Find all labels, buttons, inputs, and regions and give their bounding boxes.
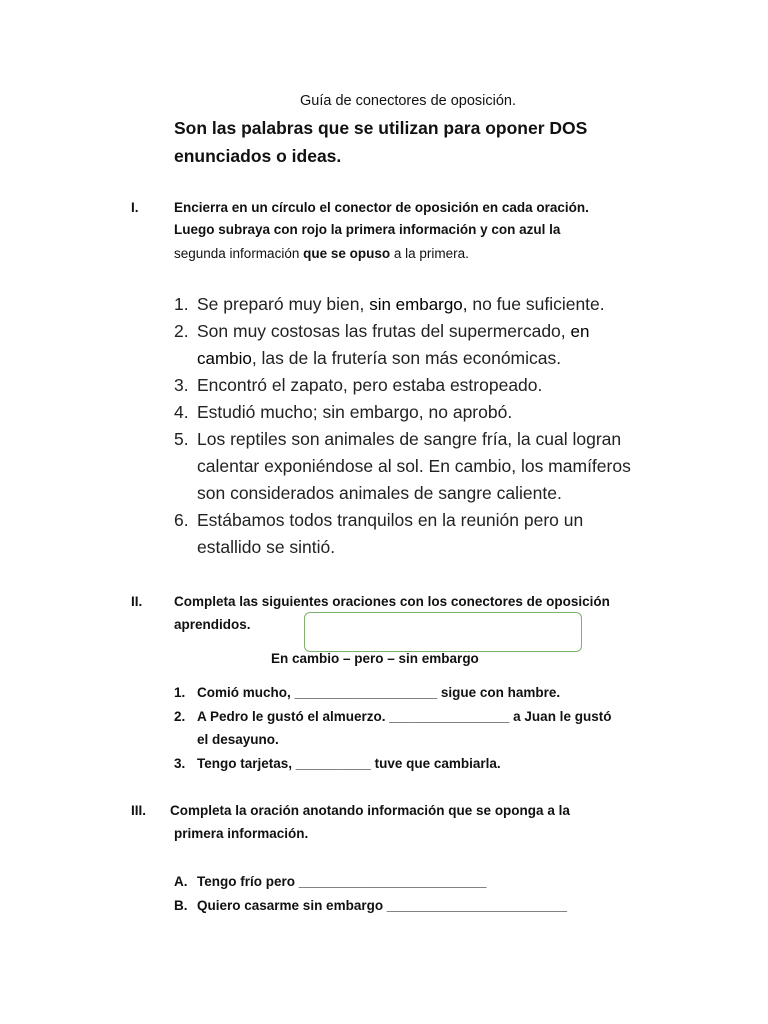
item-4-text: Estudió mucho; sin embargo, no aprobó. xyxy=(197,402,513,422)
item-2-text-line-1: Son muy costosas las frutas del supermercado, en xyxy=(197,321,590,341)
complete-item-a-text: Tengo frío pero _________________________ xyxy=(197,874,487,889)
item-3-number: 3. xyxy=(174,375,189,395)
item-6-text-line-2: estallido se sintió. xyxy=(197,537,336,557)
fill-item-2-number: 2. xyxy=(174,709,186,724)
connector-box xyxy=(304,612,582,652)
item-6-text-line-1: Estábamos todos tranquilos en la reunión pero un xyxy=(197,510,584,530)
fill-item-3-text: Tengo tarjetas, __________ tuve que cambiarla. xyxy=(197,756,501,771)
complete-item-b-text: Quiero casarme sin embargo ________________________ xyxy=(197,898,568,913)
complete-item-b-letter: B. xyxy=(174,898,188,913)
subtitle-line-1: Son las palabras que se utilizan para oponer DOS xyxy=(174,118,588,138)
item-2-text-line-2: cambio, las de la frutería son más económicas. xyxy=(197,348,562,368)
section-2-numeral: II. xyxy=(131,594,143,609)
item-6-number: 6. xyxy=(174,510,189,530)
fill-item-1-text: Comió mucho, ___________________ sigue con hambre. xyxy=(197,685,561,700)
section-1-instruction-line-1: Encierra en un círculo el conector de oposición en cada oración. xyxy=(174,200,589,215)
page-title: Guía de conectores de oposición. xyxy=(300,93,517,109)
section-1-instruction-line-3: segunda información que se opuso a la primera. xyxy=(174,246,469,261)
item-5-text-line-2: calentar exponiéndose al sol. En cambio, los mamíferos xyxy=(197,456,631,476)
fill-item-1-number: 1. xyxy=(174,685,186,700)
section-3-instruction-line-1: Completa la oración anotando información que se oponga a la xyxy=(170,803,570,818)
section-3-instruction-line-2: primera información. xyxy=(174,826,309,841)
complete-item-a-letter: A. xyxy=(174,874,188,889)
fill-item-3-number: 3. xyxy=(174,756,186,771)
section-3-numeral: III. xyxy=(131,803,147,818)
fill-item-2-text-line-2: el desayuno. xyxy=(197,732,279,747)
item-3-text: Encontró el zapato, pero estaba estropeado. xyxy=(197,375,543,395)
section-2-instruction-line-2: aprendidos. xyxy=(174,617,251,632)
item-4-number: 4. xyxy=(174,402,189,422)
fill-item-2-text-line-1: A Pedro le gustó el almuerzo. ________________ a Juan le gustó xyxy=(197,709,612,724)
item-1-text: Se preparó muy bien, sin embargo, no fue suficiente. xyxy=(197,294,605,314)
section-1-instruction-line-2: Luego subraya con rojo la primera información y con azul la xyxy=(174,222,561,237)
item-5-number: 5. xyxy=(174,429,189,449)
item-2-number: 2. xyxy=(174,321,189,341)
subtitle-line-2: enunciados o ideas. xyxy=(174,146,342,166)
item-5-text-line-3: son considerados animales de sangre caliente. xyxy=(197,483,562,503)
item-5-text-line-1: Los reptiles son animales de sangre fría, la cual logran xyxy=(197,429,622,449)
item-1-number: 1. xyxy=(174,294,189,314)
section-2-instruction-line-1: Completa las siguientes oraciones con los conectores de oposición xyxy=(174,594,610,609)
section-1-numeral: I. xyxy=(131,200,139,215)
connector-list: En cambio – pero – sin embargo xyxy=(271,651,479,666)
